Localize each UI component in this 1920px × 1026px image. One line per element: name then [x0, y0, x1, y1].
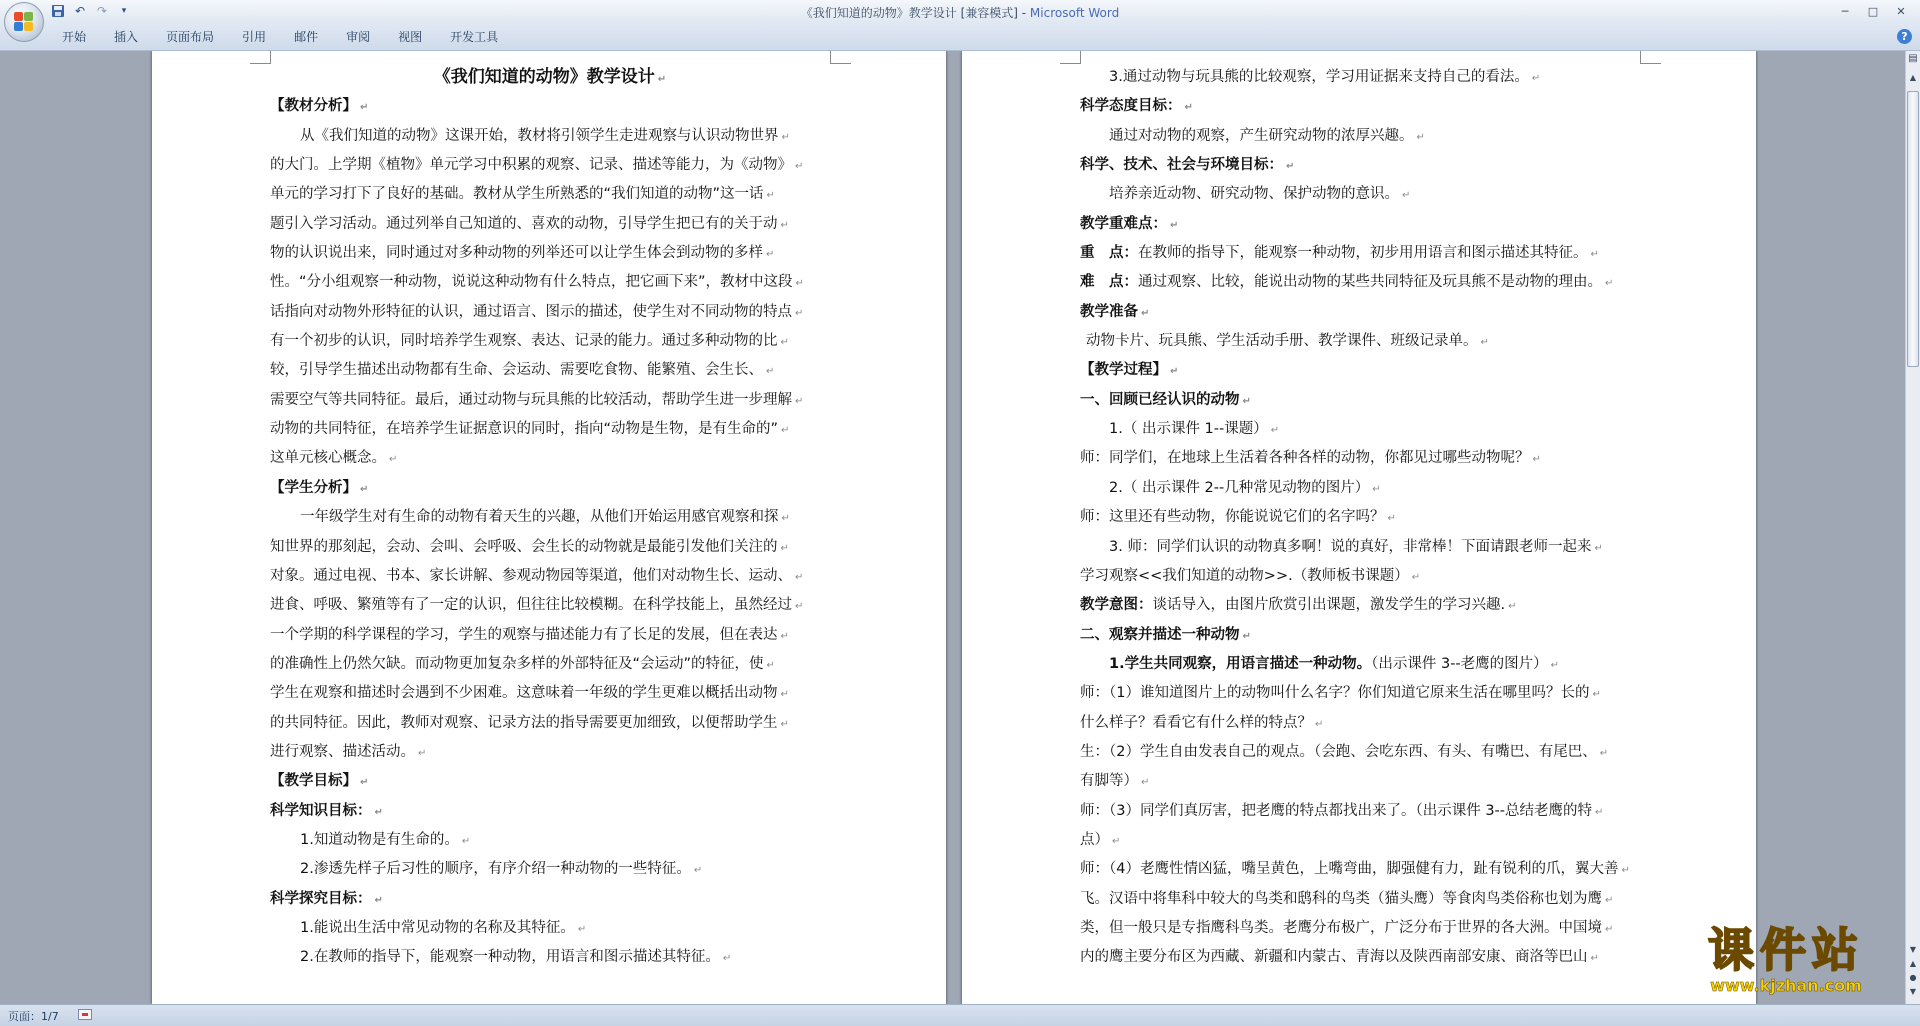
line-text: 二、观察并描述一种动物	[1080, 626, 1240, 643]
line-label: 难 点：	[1080, 274, 1138, 291]
line-text: 点）	[1080, 831, 1109, 848]
line-text: 话指向对动物外形特征的认识，通过语言、图示的描述，使学生对不同动物的特点	[270, 303, 792, 320]
text-line[interactable]	[270, 855, 830, 884]
line-text: 3. 师：同学们认识的动物真多啊！说的真好，非常棒！下面请跟老师一起来	[1109, 538, 1592, 555]
text-line[interactable]	[1080, 327, 1640, 356]
paragraph-mark-icon: ↵	[1599, 747, 1609, 759]
text-line[interactable]	[1080, 474, 1640, 503]
line-text: 通过观察、比较，能说出动物的某些共同特征及玩具熊不是动物的理由。	[1138, 274, 1602, 291]
paragraph-mark-icon: ↵	[1242, 395, 1251, 407]
text-line[interactable]	[1080, 210, 1640, 239]
text-line[interactable]	[270, 151, 830, 180]
text-line[interactable]	[1080, 503, 1640, 532]
text-line[interactable]	[270, 562, 830, 591]
paragraph-mark-icon: ↵	[766, 659, 775, 671]
line-text: 科学知识目标：	[270, 802, 372, 819]
paragraph-mark-icon: ↵	[795, 395, 804, 407]
paragraph-mark-icon: ↵	[1286, 161, 1295, 173]
view-ruler-icon[interactable]: ▤	[1908, 53, 1918, 64]
close-button[interactable]: ✕	[1896, 4, 1906, 18]
line-text: 2.在教师的指导下，能观察一种动物，用语言和图示描述其特征。	[300, 949, 720, 966]
paragraph-mark-icon: ↵	[1605, 894, 1614, 906]
paragraph-mark-icon: ↵	[722, 953, 732, 965]
paragraph-mark-icon: ↵	[780, 542, 789, 554]
line-text: 学习观察<<我们知道的动物>>.（教师板书课题）	[1080, 567, 1409, 584]
line-text: 从《我们知道的动物》这课开始，教材将引领学生走进观察与认识动物世界	[300, 127, 779, 144]
line-text: 培养亲近动物、研究动物、保护动物的意识。	[1109, 186, 1399, 203]
line-text: 在教师的指导下，能观察一种动物，初步用用语言和图示描述其特征。	[1138, 245, 1588, 262]
crop-mark	[250, 51, 271, 64]
line-text: （出示课件 3--老鹰的图片）	[1371, 655, 1548, 672]
text-line[interactable]	[270, 180, 830, 209]
paragraph-mark-icon: ↵	[374, 806, 383, 818]
text-line[interactable]	[270, 650, 830, 679]
line-text: 进行观察、描述活动。	[270, 743, 415, 760]
line-text: 教学准备	[1080, 303, 1138, 320]
text-line[interactable]	[1080, 591, 1640, 620]
line-text: 的大门。上学期《植物》单元学习中积累的观察、记录、描述等能力，为《动物》	[270, 157, 792, 174]
paragraph-mark-icon: ↵	[1141, 777, 1150, 789]
paragraph-mark-icon: ↵	[1532, 454, 1541, 466]
paragraph-mark-icon: ↵	[1387, 513, 1396, 525]
status-bar	[0, 1004, 1920, 1026]
paragraph-mark-icon: ↵	[693, 865, 703, 877]
text-line[interactable]	[270, 797, 830, 826]
line-text: 科学态度目标：	[1080, 98, 1182, 115]
paragraph-mark-icon: ↵	[1594, 542, 1603, 554]
paragraph-mark-icon: ↵	[374, 894, 383, 906]
line-text: 科学、技术、社会与环境目标：	[1080, 157, 1283, 174]
text-line[interactable]	[1080, 621, 1640, 650]
watermark-logo	[1668, 925, 1904, 997]
paragraph-mark-icon: ↵	[389, 454, 398, 466]
line-text: 科学探究目标：	[270, 890, 372, 907]
paragraph-mark-icon: ↵	[766, 249, 775, 261]
text-line[interactable]	[1080, 738, 1640, 767]
line-label: 教学意图：	[1080, 597, 1153, 614]
line-text: 较，引导学生描述出动物都有生命、会运动、需要吃食物、能繁殖、会生长、	[270, 362, 763, 379]
paragraph-mark-icon: ↵	[1531, 73, 1541, 84]
paragraph-mark-icon: ↵	[1590, 249, 1599, 261]
line-text: 【教学目标】	[270, 773, 357, 790]
paragraph-mark-icon: ↵	[780, 718, 789, 730]
text-line[interactable]	[1080, 914, 1640, 943]
text-line[interactable]	[270, 415, 830, 444]
paragraph-mark-icon: ↵	[1141, 307, 1150, 319]
paragraph-mark-icon: ↵	[1621, 865, 1630, 877]
text-line[interactable]	[1080, 650, 1640, 679]
text-line[interactable]	[270, 767, 830, 796]
line-text: 这单元核心概念。	[270, 450, 386, 467]
paragraph-mark-icon: ↵	[577, 923, 587, 935]
paragraph-mark-icon: ↵	[795, 307, 804, 319]
text-line[interactable]	[1080, 356, 1640, 385]
redo-icon[interactable]: ↷	[96, 4, 108, 18]
line-text: 对象。通过电视、书本、家长讲解、参观动物园等渠道，他们对动物生长、运动、	[270, 567, 792, 584]
page-1-content[interactable]	[270, 63, 830, 973]
paragraph-mark-icon: ↵	[360, 102, 369, 114]
vertical-scrollbar[interactable]	[1905, 51, 1920, 1004]
next-page-icon[interactable]: ▼	[1909, 987, 1917, 996]
line-text: 一、回顾已经认识的动物	[1080, 391, 1240, 408]
watermark-title: 课件站	[1708, 923, 1864, 977]
text-line[interactable]	[270, 268, 830, 297]
text-line[interactable]	[1080, 797, 1640, 826]
scroll-up-icon[interactable]: ▲	[1909, 73, 1917, 82]
text-line[interactable]	[1080, 679, 1640, 708]
text-line[interactable]	[270, 298, 830, 327]
text-line[interactable]	[1080, 268, 1640, 297]
line-text: 单元的学习打下了良好的基础。教材从学生所熟悉的“我们知道的动物”这一话	[270, 186, 764, 203]
paragraph-mark-icon: ↵	[795, 571, 804, 583]
app-name: Microsoft Word	[1029, 6, 1120, 20]
text-line[interactable]	[270, 738, 830, 767]
paragraph-mark-icon: ↵	[1416, 131, 1425, 143]
paragraph-mark-icon: ↵	[781, 131, 790, 143]
text-line[interactable]	[270, 386, 830, 415]
text-line[interactable]	[1080, 533, 1640, 562]
line-text: 【教学过程】	[1080, 362, 1167, 379]
text-line[interactable]	[270, 914, 830, 943]
text-line[interactable]	[1080, 855, 1640, 884]
paragraph-mark-icon: ↵	[1411, 571, 1421, 583]
line-text: 知世界的那刻起，会动、会叫、会呼吸、会生长的动物就是最能引发他们关注的	[270, 538, 778, 555]
scrollbar-thumb[interactable]	[1907, 91, 1919, 367]
text-line[interactable]	[1080, 444, 1640, 473]
paragraph-mark-icon: ↵	[657, 74, 667, 85]
paragraph-mark-icon: ↵	[360, 483, 369, 495]
page-2-content[interactable]	[1080, 63, 1640, 973]
line-text: 进食、呼吸、繁殖等有了一定的认识，但往往比较模糊。在科学技能上，虽然经过	[270, 597, 792, 614]
line-text: 飞。汉语中将隼科中较大的鸟类和鸱科的鸟类（猫头鹰）等食肉鸟类俗称也划为鹰	[1080, 890, 1602, 907]
paragraph-mark-icon: ↵	[1605, 923, 1614, 935]
tab-4[interactable]: 邮件	[294, 30, 319, 44]
text-line[interactable]	[1080, 298, 1640, 327]
text-line[interactable]	[1080, 180, 1640, 209]
paragraph-mark-icon: ↵	[1480, 337, 1489, 349]
line-text: 的准确性上仍然欠缺。而动物更加复杂多样的外部特征及“会运动”的特征，使	[270, 655, 764, 672]
line-text: 1.能说出生活中常见动物的名称及其特征。	[300, 919, 575, 936]
office-button[interactable]	[4, 2, 44, 42]
line-text: 《我们知道的动物》教学设计	[433, 67, 655, 87]
window-controls	[1832, 2, 1914, 20]
line-text: 【学生分析】	[270, 479, 357, 496]
line-text: 动物的共同特征，在培养学生证据意识的同时，指向“动物是生物，是有生命的”	[270, 421, 779, 438]
document-area	[0, 51, 1906, 1004]
line-text: 师：同学们，在地球上生活着各种各样的动物，你都见过哪些动物呢？	[1080, 450, 1530, 467]
page-count[interactable]: 页面：1/7	[8, 1010, 59, 1023]
crop-mark	[1640, 51, 1661, 64]
line-text: 谈话导入，由图片欣赏引出课题，激发学生的学习兴趣.	[1152, 597, 1506, 614]
line-text: 动物卡片、玩具熊、学生活动手册、教学课件、班级记录单。	[1086, 333, 1478, 350]
paragraph-mark-icon: ↵	[766, 366, 775, 378]
text-line[interactable]	[1080, 92, 1640, 121]
crop-mark	[830, 51, 851, 64]
line-label: 1.学生共同观察，用语言描述一种动物。	[1109, 655, 1372, 672]
line-text: 2.（ 出示课件 2--几种常见动物的图片）	[1109, 479, 1370, 496]
line-text: 师：这里还有些动物，你能说说它们的名字吗？	[1080, 509, 1385, 526]
line-text: 【教材分析】	[270, 98, 357, 115]
line-text: 有脚等）	[1080, 773, 1138, 790]
text-line[interactable]	[1080, 63, 1640, 92]
text-line[interactable]	[1080, 239, 1640, 268]
text-line[interactable]	[270, 503, 830, 532]
paragraph-mark-icon: ↵	[766, 190, 775, 202]
paragraph-mark-icon: ↵	[1372, 483, 1381, 495]
line-text: 性。“分小组观察一种动物，说说这种动物有什么特点，把它画下来”，教材中这段	[270, 274, 793, 291]
text-line[interactable]	[1080, 415, 1640, 444]
text-line[interactable]	[270, 122, 830, 151]
paragraph-mark-icon: ↵	[1508, 601, 1517, 613]
paragraph-mark-icon: ↵	[1270, 425, 1280, 437]
document-page-1[interactable]	[152, 51, 946, 1004]
line-text: 师：（1）谁知道图片上的动物叫什么名字？你们知道它原来生活在哪里吗？长的	[1080, 685, 1590, 702]
paragraph-mark-icon: ↵	[1242, 630, 1251, 642]
customize-toolbar-icon[interactable]: ▾	[121, 6, 127, 16]
text-line[interactable]	[270, 356, 830, 385]
tab-3[interactable]: 引用	[242, 30, 267, 44]
title-bar	[0, 0, 1920, 25]
paragraph-mark-icon: ↵	[1402, 190, 1411, 202]
paragraph-mark-icon: ↵	[1590, 953, 1599, 965]
ribbon-tab-bar	[0, 24, 1920, 51]
paragraph-mark-icon: ↵	[780, 219, 789, 231]
tab-6[interactable]: 视图	[398, 30, 423, 44]
undo-icon[interactable]: ↶	[74, 4, 86, 18]
text-line[interactable]	[1080, 826, 1640, 855]
paragraph-mark-icon: ↵	[795, 601, 804, 613]
paragraph-mark-icon: ↵	[1605, 278, 1614, 290]
select-browse-object-icon[interactable]: ●	[1909, 973, 1917, 982]
text-line[interactable]	[270, 709, 830, 738]
paragraph-mark-icon: ↵	[781, 513, 790, 525]
text-line[interactable]	[1080, 943, 1640, 972]
tab-5[interactable]: 审阅	[346, 30, 371, 44]
paragraph-mark-icon: ↵	[795, 278, 804, 290]
paragraph-mark-icon: ↵	[1592, 689, 1601, 701]
paragraph-mark-icon: ↵	[780, 630, 789, 642]
scroll-down-icon[interactable]: ▼	[1909, 945, 1917, 954]
window-title	[0, 4, 1920, 21]
text-line[interactable]	[270, 533, 830, 562]
text-line[interactable]	[270, 943, 830, 972]
paragraph-mark-icon: ↵	[1184, 102, 1193, 114]
line-text: 学生在观察和描述时会遇到不少困难。这意味着一年级的学生更难以概括出动物	[270, 685, 778, 702]
line-text: 的共同特征。因此，教师对观察、记录方法的指导需要更加细致，以便帮助学生	[270, 714, 778, 731]
paragraph-mark-icon: ↵	[780, 689, 789, 701]
paragraph-mark-icon: ↵	[1550, 659, 1560, 671]
tab-1[interactable]: 插入	[114, 30, 139, 44]
paragraph-mark-icon: ↵	[780, 337, 789, 349]
minimize-button[interactable]: ─	[1841, 4, 1849, 18]
line-text: 师：（4）老鹰性情凶猛，嘴呈黄色，上嘴弯曲，脚强健有力，趾有锐利的爪，翼大善	[1080, 861, 1619, 878]
text-line[interactable]	[1080, 709, 1640, 738]
line-text: 师：（3）同学们真厉害，把老鹰的特点都找出来了。（出示课件 3--总结老鹰的特	[1080, 802, 1593, 819]
text-line[interactable]	[270, 885, 830, 914]
text-line[interactable]	[270, 621, 830, 650]
crop-mark	[1060, 51, 1081, 64]
previous-page-icon[interactable]: ▲	[1909, 959, 1917, 968]
line-text: 什么样子？看看它有什么样的特点？	[1080, 714, 1312, 731]
line-text: 有一个初步的认识，同时培养学生观察、表达、记录的能力。通过多种动物的比	[270, 333, 778, 350]
maximize-button[interactable]: □	[1867, 4, 1879, 18]
paragraph-mark-icon: ↵	[1170, 366, 1179, 378]
line-text: 1.（ 出示课件 1--课题）	[1109, 421, 1268, 438]
document-title: 《我们知道的动物》教学设计 [兼容模式] -	[800, 6, 1030, 20]
text-line[interactable]	[270, 239, 830, 268]
ribbon-tabs	[48, 24, 512, 50]
paragraph-mark-icon: ↵	[1170, 219, 1179, 231]
proofing-status-icon[interactable]	[78, 1009, 92, 1020]
document-page-2[interactable]	[962, 51, 1756, 1004]
text-line[interactable]	[270, 591, 830, 620]
paragraph-mark-icon: ↵	[795, 161, 804, 173]
text-line[interactable]	[270, 474, 830, 503]
line-text: 题引入学习活动。通过列举自己知道的、喜欢的动物，引导学生把已有的关于动	[270, 215, 778, 232]
line-text: 1.知道动物是有生命的。	[300, 831, 459, 848]
paragraph-mark-icon: ↵	[1595, 806, 1604, 818]
text-line[interactable]	[270, 210, 830, 239]
line-text: 教学重难点：	[1080, 215, 1167, 232]
line-text: 需要空气等共同特征。最后，通过动物与玩具熊的比较活动，帮助学生进一步理解	[270, 391, 792, 408]
tab-7[interactable]: 开发工具	[450, 30, 499, 44]
paragraph-mark-icon: ↵	[781, 425, 790, 437]
tab-2[interactable]: 页面布局	[166, 30, 215, 44]
text-line[interactable]	[1080, 151, 1640, 180]
paragraph-mark-icon: ↵	[418, 747, 427, 759]
text-line[interactable]	[1080, 562, 1640, 591]
text-line[interactable]	[270, 679, 830, 708]
paragraph-mark-icon: ↵	[360, 777, 369, 789]
paragraph-mark-icon: ↵	[1315, 718, 1324, 730]
text-line[interactable]	[270, 444, 830, 473]
text-line[interactable]	[270, 327, 830, 356]
paragraph-mark-icon: ↵	[1112, 835, 1121, 847]
text-line[interactable]	[1080, 885, 1640, 914]
text-line[interactable]	[270, 63, 830, 92]
line-text: 通过对动物的观察，产生研究动物的浓厚兴趣。	[1109, 127, 1414, 144]
text-line[interactable]	[1080, 122, 1640, 151]
line-text: 物的认识说出来，同时通过对多种动物的列举还可以让学生体会到动物的多样	[270, 245, 763, 262]
line-text: 2.渗透先样子后习性的顺序，有序介绍一种动物的一些特征。	[300, 861, 691, 878]
line-text: 内的鹰主要分布区为西藏、新疆和内蒙古、青海以及陕西南部安康、商洛等巴山	[1080, 949, 1588, 966]
line-text: 3.通过动物与玩具熊的比较观察，学习用证据来支持自己的看法。	[1109, 69, 1529, 85]
help-icon[interactable]: ?	[1897, 29, 1912, 44]
watermark-url: www.kjzhan.com	[1710, 976, 1862, 995]
line-label: 重 点：	[1080, 245, 1138, 262]
paragraph-mark-icon: ↵	[461, 835, 471, 847]
tab-0[interactable]: 开始	[62, 30, 87, 44]
office-logo-icon	[14, 12, 34, 32]
line-text: 一年级学生对有生命的动物有着天生的兴趣，从他们开始运用感官观察和探	[300, 509, 779, 526]
text-line[interactable]	[270, 92, 830, 121]
line-text: 类，但一般只是专指鹰科鸟类。老鹰分布极广，广泛分布于世界的各大洲。中国境	[1080, 919, 1602, 936]
line-text: 生：（2）学生自由发表自己的观点。（会跑、会吃东西、有头、有嘴巴、有尾巴、	[1080, 743, 1597, 760]
text-line[interactable]	[270, 826, 830, 855]
line-text: 一个学期的科学课程的学习，学生的观察与描述能力有了长足的发展，但在表达	[270, 626, 778, 643]
text-line[interactable]	[1080, 386, 1640, 415]
text-line[interactable]	[1080, 767, 1640, 796]
